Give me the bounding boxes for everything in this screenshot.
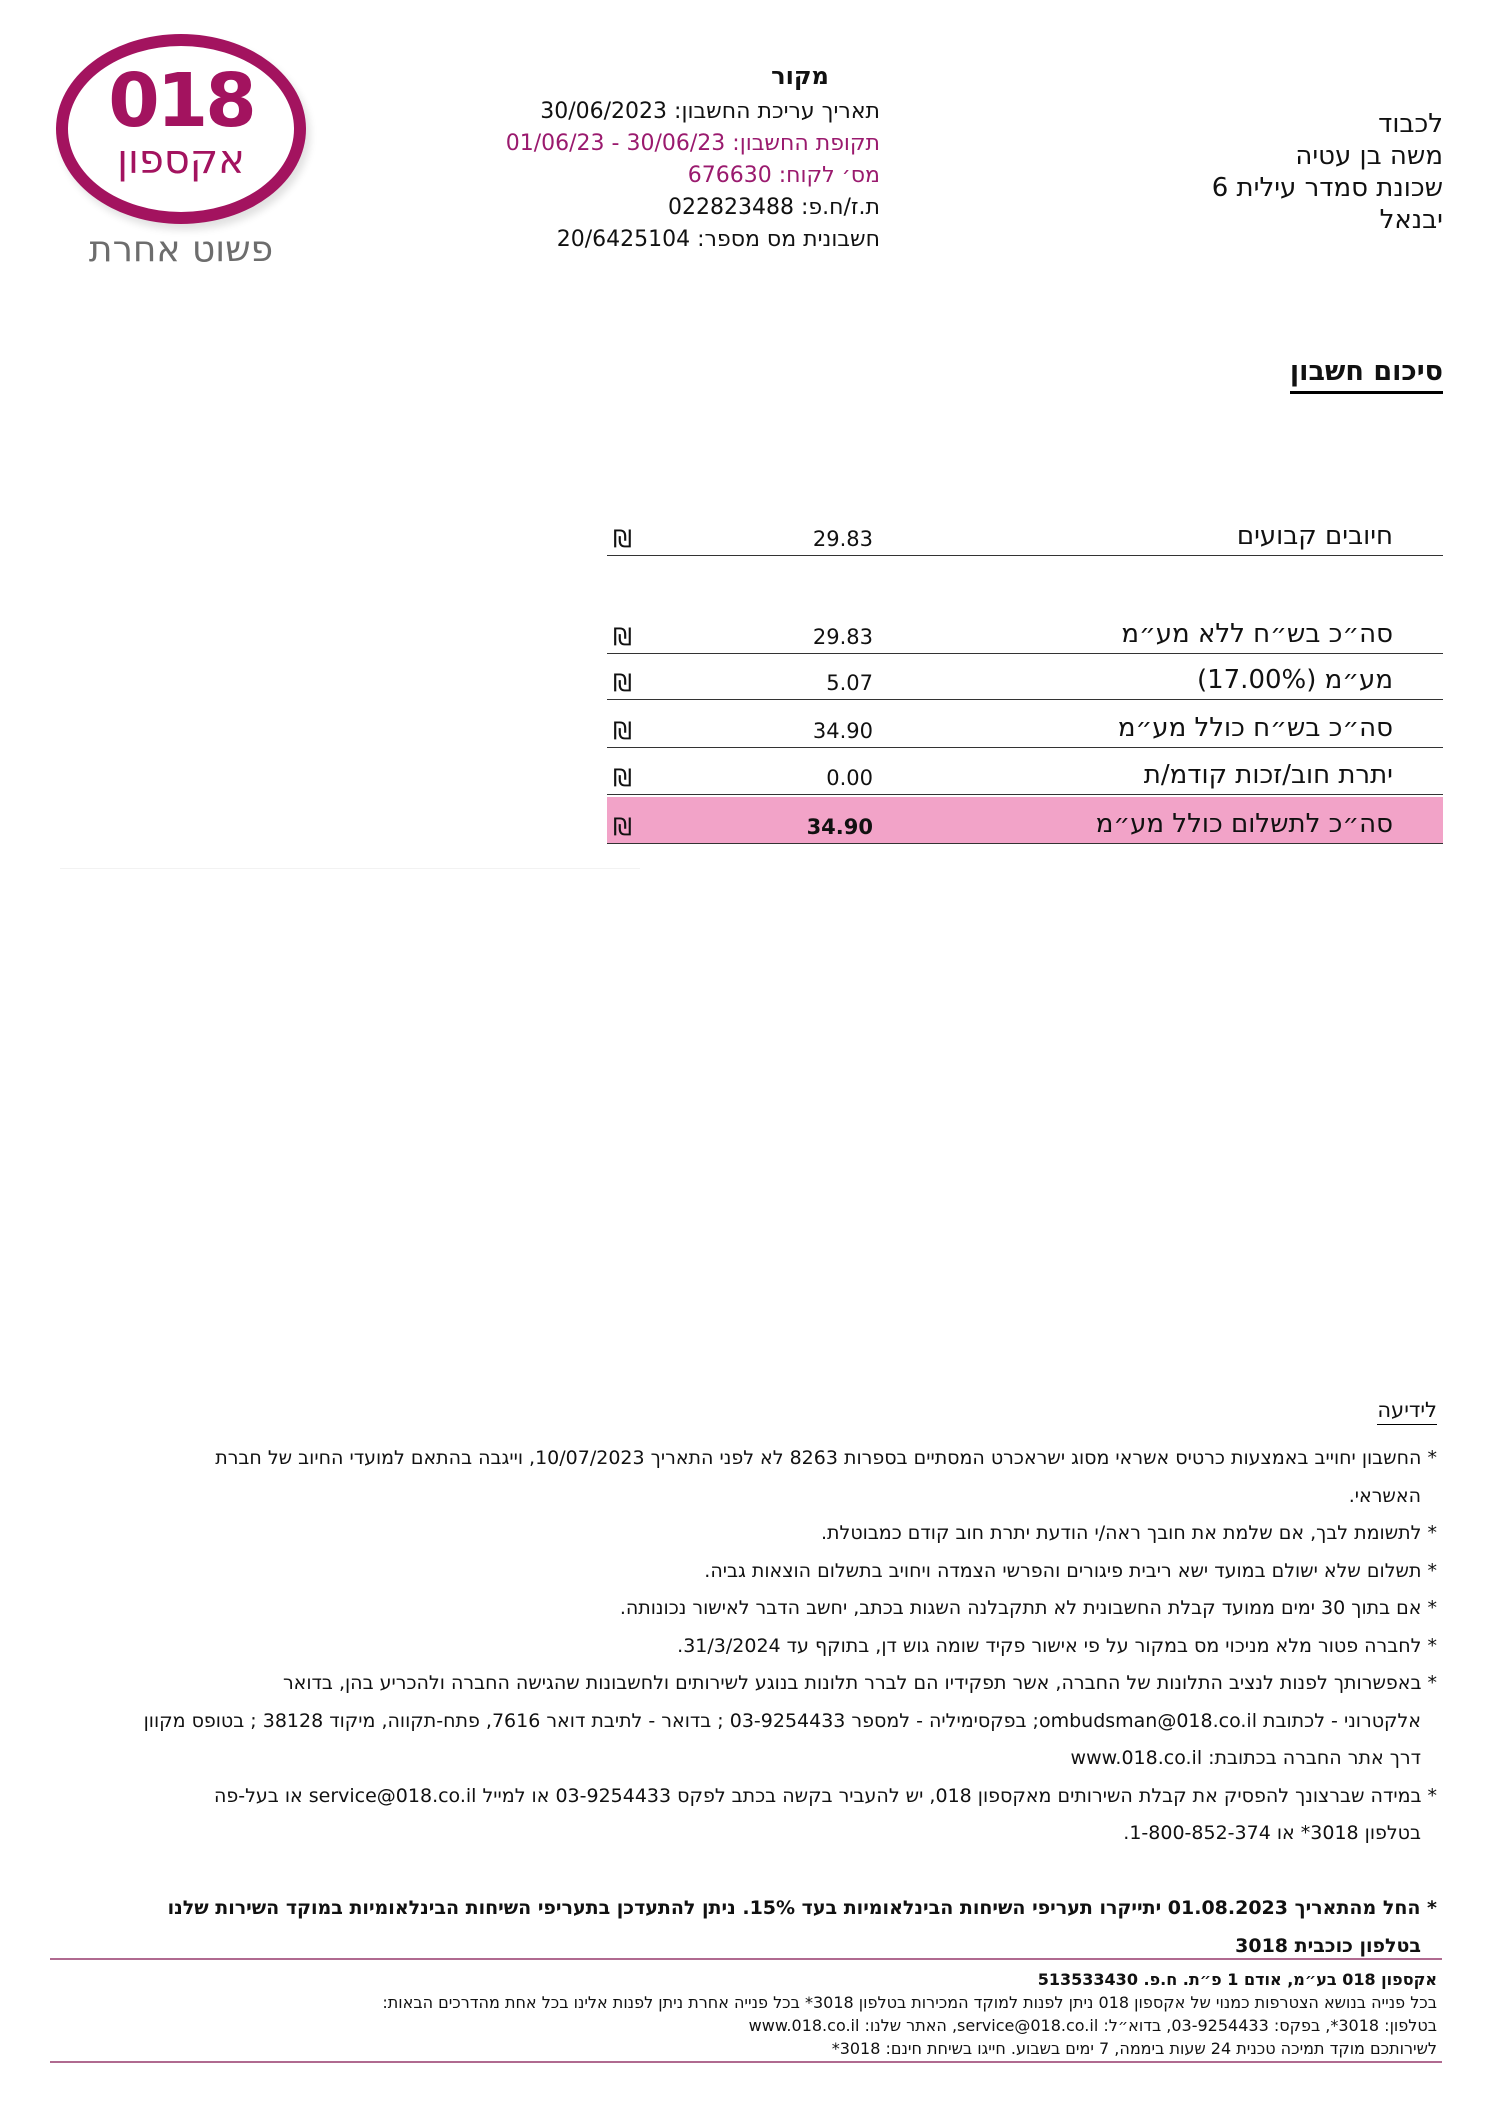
row-label: מע״מ (17.00%)	[1196, 665, 1393, 695]
note-line: * אם בתוך 30 ימים ממועד קבלת החשבונית לא תתקבלנה השגות בכתב, יחשב הדבר לאישור נכונותה.	[619, 1597, 1437, 1619]
footer-line: בכל פנייה בנושא הצטרפות כמנוי של אקספון 018 ניתן לפנות למוקד המכירות בטלפון 3018* בכל פנייה אחרת ניתן לפנות אלינו בכל אחת מהדרכים הבאות:	[382, 1993, 1437, 2012]
recipient-city: יבנאל	[1379, 205, 1443, 235]
row-label: סה״כ לתשלום כולל מע״מ	[1095, 809, 1393, 839]
note-line: * לתשומת לבך, אם שלמת את חובך ראה/י הודעת יתרת חוב קודם כמבוטלת.	[821, 1522, 1437, 1544]
row-amount: 34.90	[806, 815, 873, 839]
customer-id: ת.ז/ח.פ: 022823488	[668, 195, 880, 220]
shekel-icon: ₪	[613, 669, 632, 697]
shekel-icon: ₪	[613, 717, 632, 745]
recipient-street: שכונת סמדר עילית 6	[1211, 173, 1443, 203]
divider	[60, 868, 640, 869]
notes-list	[57, 1440, 1437, 1965]
note-line: * באפשרותך לפנות לנציב התלונות של החברה, אשר תפקידיו הם לברר תלונות בנוגע לשירותים ולחשבונות שהגישה החברה ולהכריע בהן, בדואר	[282, 1672, 1437, 1694]
summary-row-fixed-charges	[607, 510, 1443, 556]
note-line: * תשלום שלא ישולם במועד ישא ריבית פיגורים והפרשי הצמדה ויחויב בתשלום הוצאות גביה.	[704, 1559, 1437, 1582]
shekel-icon: ₪	[613, 813, 632, 841]
row-label: סה״כ בש״ח כולל מע״מ	[1117, 713, 1393, 743]
recipient-salutation: לכבוד	[1378, 109, 1443, 139]
shekel-icon: ₪	[613, 623, 632, 651]
row-label: סה״כ בש״ח ללא מע״מ	[1121, 619, 1393, 649]
footer	[45, 1968, 1437, 2060]
note-line: אלקטרוני - לכתובת ombudsman@018.co.il; בפקסימיליה - למספר 03-9254433 ; בדואר - לתיבת דואר 7616, פתח-תקווה, מיקוד 38128 ; בטופס מקוון	[143, 1709, 1421, 1732]
note-line: בטלפון כוכבית 3018	[1235, 1934, 1421, 1957]
customer-number: מס׳ לקוח: 676630	[687, 163, 880, 188]
row-amount: 5.07	[826, 671, 873, 695]
note-line: דרך אתר החברה בכתובת: www.018.co.il	[1070, 1747, 1421, 1769]
note-line: * החשבון יחוייב באמצעות כרטיס אשראי מסוג ישראכרט המסתיים בספרות 8263 לא לפני התאריך 10/07/2023, וייגבה בהתאם למועדי החיוב של חברת	[215, 1447, 1437, 1469]
note-line: בטלפון 3018* או 1-800-852-374.	[1123, 1822, 1421, 1844]
row-amount: 0.00	[826, 766, 873, 790]
footer-support: לשירותכם מוקד תמיכה טכנית 24 שעות ביממה, 7 ימים בשבוע. חייגו בשיחת חינם: 3018*	[831, 2039, 1437, 2058]
row-amount: 29.83	[812, 527, 873, 551]
note-line: האשראי.	[1348, 1484, 1421, 1507]
footer-contact: בטלפון: 3018*, בפקס: 03-9254433, בדוא״ל: service@018.co.il, האתר שלנו: www.018.co.il	[748, 2016, 1437, 2035]
company-logo	[50, 28, 320, 298]
row-label: יתרת חוב/זכות קודמ/ת	[1143, 760, 1393, 790]
summary-row-total-incl-vat	[607, 702, 1443, 748]
note-spacer	[57, 1853, 1437, 1891]
footer-divider-bottom	[50, 2061, 1442, 2063]
summary-row-previous-balance	[607, 749, 1443, 795]
notes-title: לידיעה	[1377, 1396, 1437, 1425]
invoice-date: תאריך עריכת החשבון: 30/06/2023	[540, 99, 880, 124]
note-line: * החל מהתאריך 01.08.2023 יתייקרו תעריפי השיחות הבינלאומיות בעד 15%. ניתן להתעדכן בתעריפי השיחות הבינלאומיות במוקד השירות שלנו	[167, 1897, 1437, 1919]
logo-number: 018	[108, 58, 254, 144]
logo-name: אקספון	[117, 137, 245, 183]
logo-tagline: פשוט אחרת	[88, 229, 274, 270]
footer-divider-top	[50, 1958, 1442, 1960]
recipient-address	[1023, 108, 1443, 236]
row-amount: 29.83	[812, 625, 873, 649]
shekel-icon: ₪	[613, 764, 632, 792]
row-label: חיובים קבועים	[1236, 521, 1393, 551]
summary-row-vat	[607, 654, 1443, 700]
note-line: * במידה שברצונך להפסיק את קבלת השירותים מאקספון 018, יש להעביר בקשה בכתב לפקס 03-9254433 או למייל service@018.co.il או בעל-פה	[213, 1784, 1437, 1807]
shekel-icon: ₪	[613, 525, 632, 553]
summary-row-subtotal	[607, 608, 1443, 654]
summary-row-amount-due	[607, 797, 1443, 844]
invoice-period: תקופת החשבון: 30/06/23 - 01/06/23	[505, 131, 880, 156]
note-line: * לחברה פטור מלא מניכוי מס במקור על פי אישור פקיד שומה גוש דן, בתוקף עד 31/3/2024.	[677, 1634, 1437, 1657]
recipient-name: משה בן עטיה	[1295, 141, 1443, 171]
summary-title: סיכום חשבון	[1290, 355, 1443, 394]
row-amount: 34.90	[812, 719, 873, 743]
invoice-number: חשבונית מס מספר: 20/6425104	[556, 227, 880, 252]
footer-company: אקספון 018 בע״מ, אודם 1 פ״ת. ח.פ. 513533430	[1037, 1970, 1437, 1989]
invoice-header	[380, 60, 880, 256]
document-status: מקור	[771, 62, 829, 90]
